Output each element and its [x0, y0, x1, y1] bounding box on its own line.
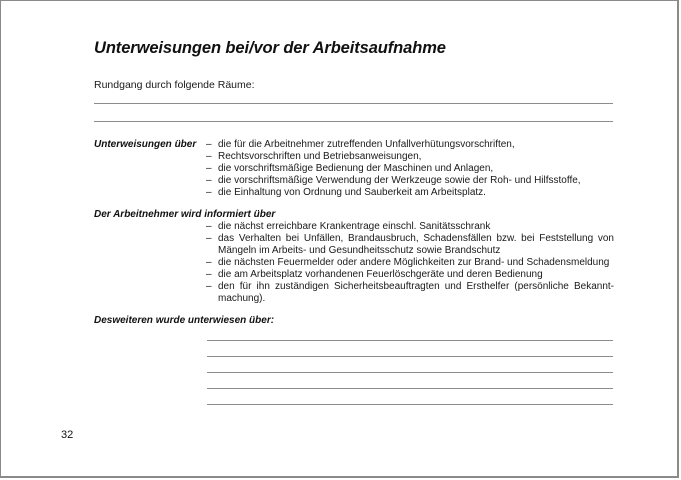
dash-bullet: – — [206, 221, 212, 232]
further-write-line-4[interactable] — [207, 388, 613, 389]
further-write-line-1[interactable] — [207, 340, 613, 341]
instructions-section-label: Unterweisungen über — [94, 139, 197, 150]
list-item: – die am Arbeitsplatz vorhandenen Feuerlöschgeräte und deren Bedienung — [206, 269, 543, 280]
list-item: – die vorschriftsmäßige Verwendung der Werkzeuge sowie der Roh- und Hilfsstoffe, — [206, 175, 581, 186]
dash-bullet: – — [206, 281, 212, 292]
further-write-line-2[interactable] — [207, 356, 613, 357]
page-number: 32 — [61, 429, 74, 441]
dash-bullet: – — [206, 257, 212, 268]
dash-bullet: – — [206, 139, 212, 150]
further-section-label: Desweiteren wurde unterwiesen über: — [94, 315, 275, 326]
dash-bullet: – — [206, 151, 212, 162]
list-item: – die nächst erreichbare Krankentrage einschl. Sanitätsschrank — [206, 221, 491, 232]
list-item: – Rechtsvorschriften und Betriebsanweisungen, — [206, 151, 422, 162]
dash-bullet: – — [206, 163, 212, 174]
rooms-write-line-1[interactable] — [94, 103, 613, 104]
list-item: – die vorschriftsmäßige Bedienung der Maschinen und Anlagen, — [206, 163, 494, 174]
list-item: – die für die Arbeitnehmer zutreffenden Unfallverhütungsvorschriften, — [206, 139, 515, 150]
dash-bullet: – — [206, 175, 212, 186]
rooms-tour-label: Rundgang durch folgende Räume: — [94, 79, 255, 91]
rooms-write-line-2[interactable] — [94, 121, 613, 122]
further-write-line-3[interactable] — [207, 372, 613, 373]
list-item: – das Verhalten bei Unfällen, Brandausbruch, Schadensfällen bzw. bei Feststellung von Mängeln im Arbeits- und Gesundheitsschutz sowie Brandschutz — [206, 233, 614, 256]
dash-bullet: – — [206, 233, 212, 244]
dash-bullet: – — [206, 187, 212, 198]
list-item: – den für ihn zuständigen Sicherheitsbeauftragten und Ersthelfer (persönliche Bekannt-machung). — [206, 281, 614, 304]
list-item: – die nächsten Feuermelder oder andere Möglichkeiten zur Brand- und Schadensmeldung — [206, 257, 610, 268]
informed-list — [206, 221, 614, 305]
informed-section-label: Der Arbeitnehmer wird informiert über — [94, 209, 276, 220]
further-write-line-5[interactable] — [207, 404, 613, 405]
instructions-list — [206, 139, 614, 199]
dash-bullet: – — [206, 269, 212, 280]
list-item: – die Einhaltung von Ordnung und Sauberkeit am Arbeitsplatz. — [206, 187, 486, 198]
page-title: Unterweisungen bei/vor der Arbeitsaufnahme — [94, 39, 446, 57]
